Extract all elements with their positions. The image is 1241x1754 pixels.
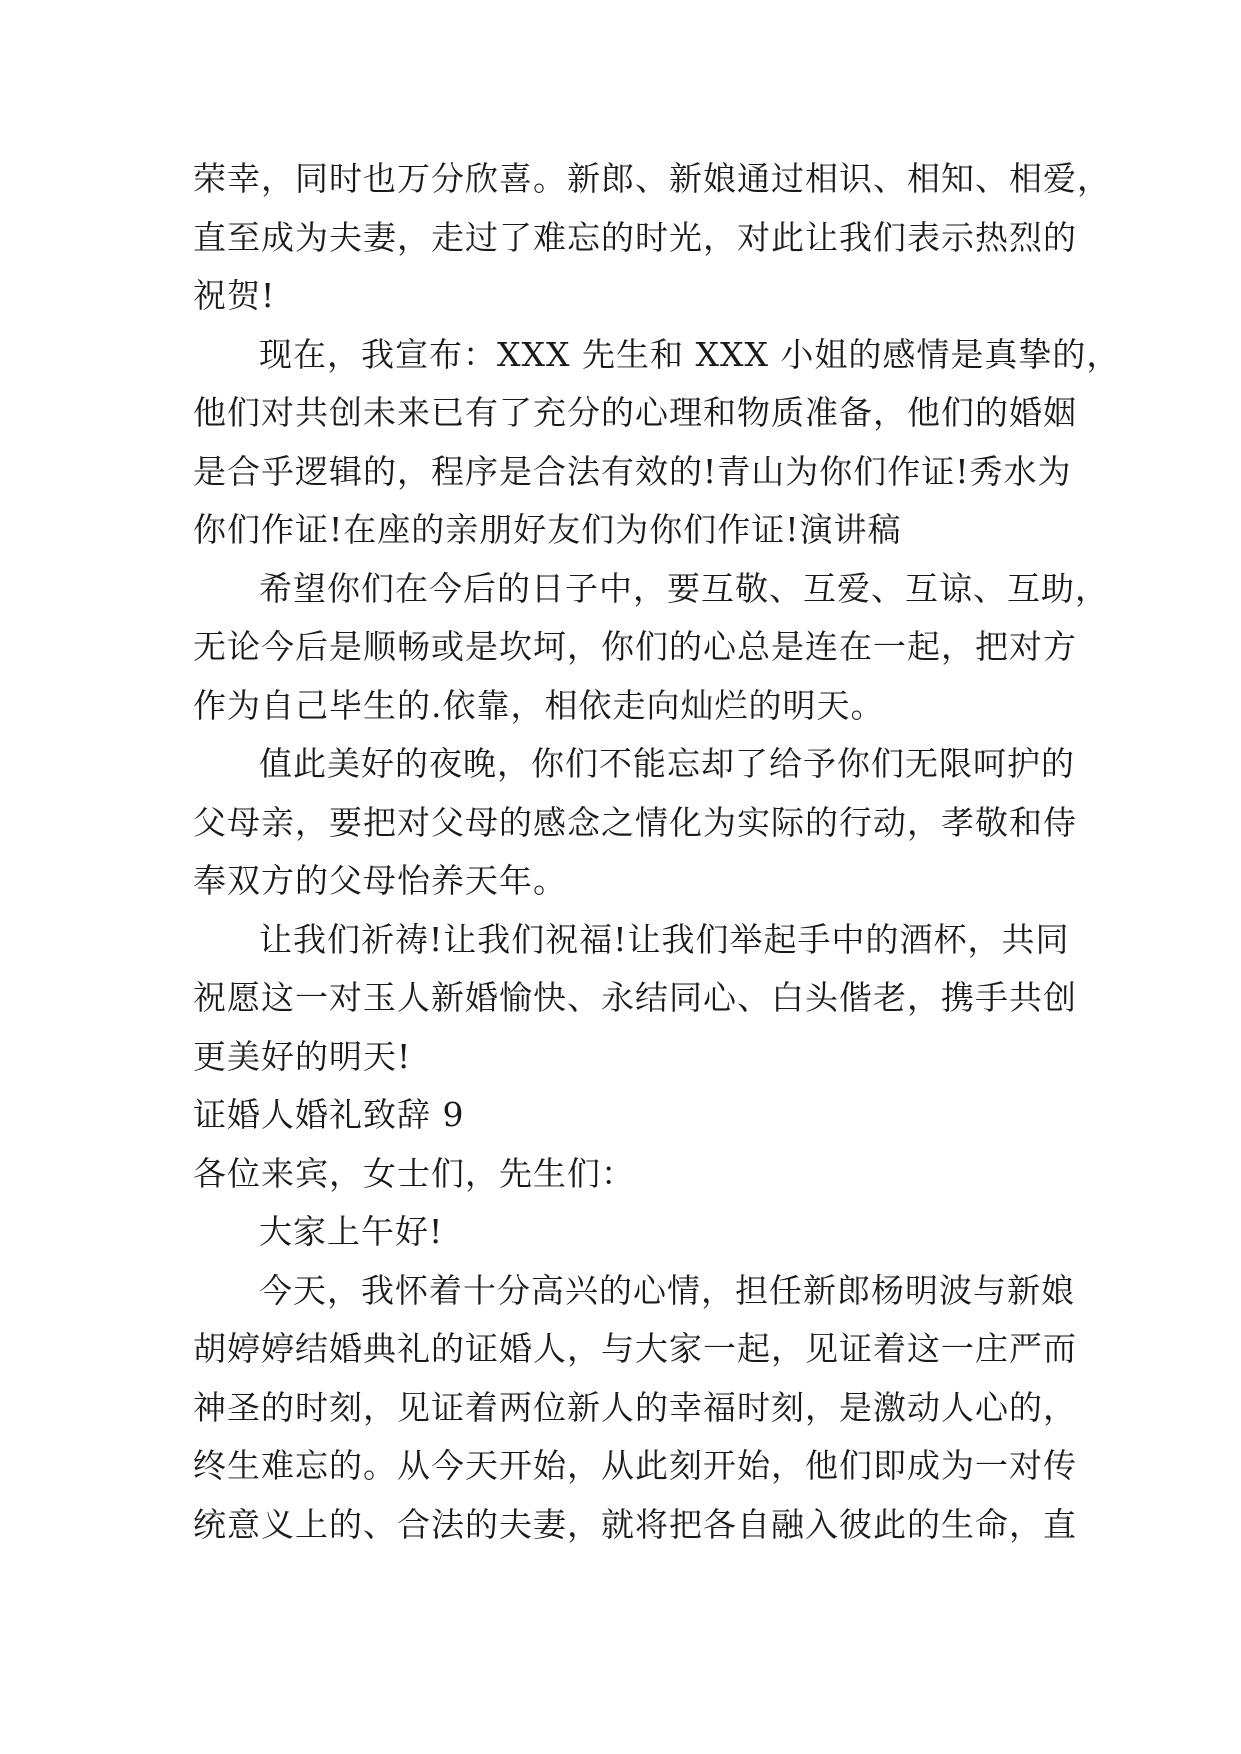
text-line: 父母亲，要把对父母的感念之情化为实际的行动，孝敬和侍 [193,802,1077,842]
text-line: 统意义上的、合法的夫妻，就将把各自融入彼此的生命，直 [193,1504,1077,1544]
text-line: 今天，我怀着十分高兴的心情，担任新郎杨明波与新娘 [259,1270,1075,1310]
text-line: 现在，我宣布：XXX 先生和 XXX 小姐的感情是真挚的， [259,334,1121,374]
text-line: 更美好的明天! [193,1036,412,1076]
text-line: 你们作证!在座的亲朋好友们为你们作证!演讲稿 [193,510,902,549]
text-line: 让我们祈祷!让我们祝福!让我们举起手中的酒杯，共同 [259,919,1070,959]
text-line: 值此美好的夜晚，你们不能忘却了给予你们无限呵护的 [259,744,1075,783]
document-body [193,150,1121,1554]
text-line: 是合乎逻辑的，程序是合法有效的!青山为你们作证!秀水为 [193,451,1072,491]
text-line: 证婚人婚礼致辞 9 [193,1095,465,1134]
text-line: 神圣的时刻，见证着两位新人的幸福时刻，是激动人心的， [193,1387,1077,1427]
text-line: 荣幸，同时也万分欣喜。新郎、新娘通过相识、相知、相爱， [193,159,1111,198]
text-line: 祝愿这一对玉人新婚愉快、永结同心、白头偕老，携手共创 [193,978,1077,1017]
text-line: 胡婷婷结婚典礼的证婚人，与大家一起，见证着这一庄严而 [193,1329,1077,1368]
text-line: 他们对共创未来已有了充分的心理和物质准备，他们的婚姻 [193,393,1077,432]
text-line: 作为自己毕生的.依靠，相依走向灿烂的明天。 [193,685,885,725]
text-line: 直至成为夫妻，走过了难忘的时光，对此让我们表示热烈的 [193,217,1077,257]
text-line: 祝贺! [193,276,276,315]
text-line: 终生难忘的。从今天开始，从此刻开始，他们即成为一对传 [193,1446,1077,1485]
text-line: 奉双方的父母怡养天年。 [193,861,567,900]
text-line: 无论今后是顺畅或是坎坷，你们的心总是连在一起，把对方 [193,627,1077,666]
text-line: 希望你们在今后的日子中，要互敬、互爱、互谅、互助， [259,568,1109,608]
text-line: 大家上午好! [259,1212,444,1251]
text-line: 各位来宾，女士们，先生们： [193,1153,635,1193]
